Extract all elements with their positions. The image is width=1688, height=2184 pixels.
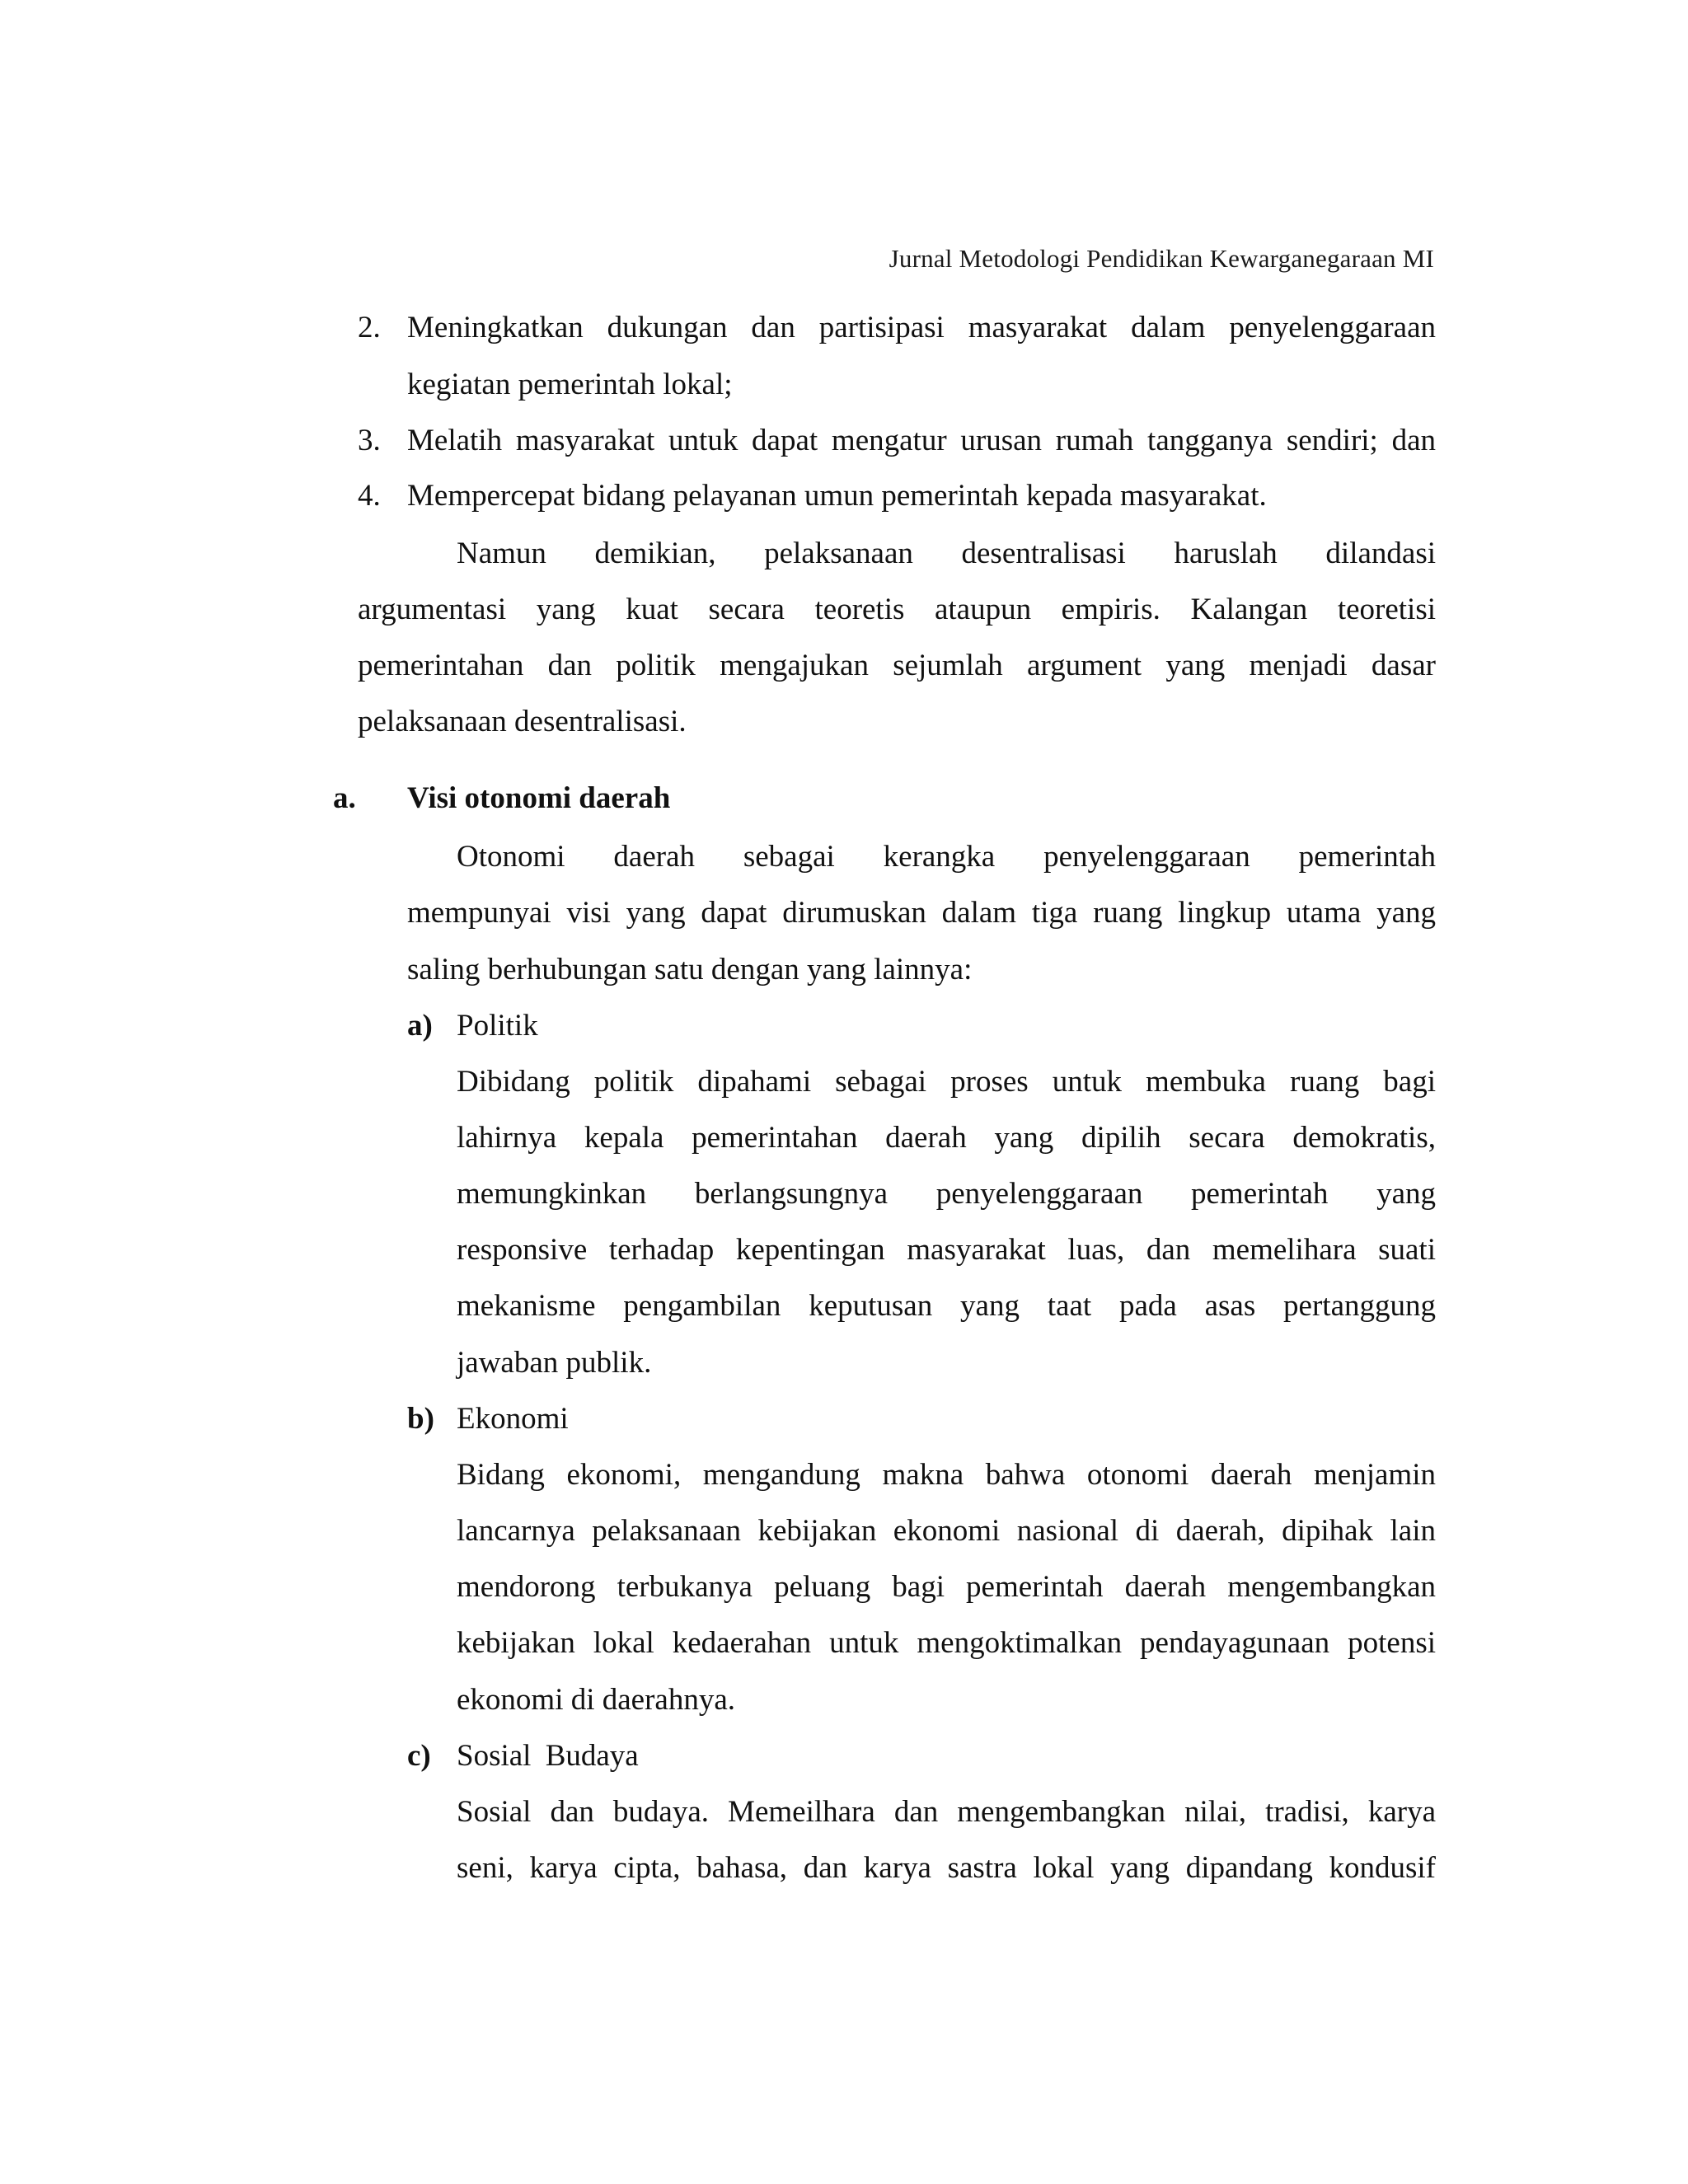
subsection-title: Politik [457,1009,538,1043]
subsection-marker: b) [407,1402,434,1436]
paragraph-line: Namun demikian, pelaksanaan desentralisasi haruslah dilandasi [457,537,1436,570]
paragraph-line: lancarnya pelaksanaan kebijakan ekonomi nasional di daerah, dipihak lain [457,1514,1436,1548]
subsection-marker: c) [407,1739,431,1773]
section-marker: a. [333,781,356,815]
list-number: 3. [358,424,381,457]
paragraph-line: saling berhubungan satu dengan yang lainnya: [407,953,973,987]
list-item-text: Melatih masyarakat untuk dapat mengatur urusan rumah tangganya sendiri; dan [407,424,1436,457]
paragraph-line: Sosial dan budaya. Memeilhara dan mengembangkan nilai, tradisi, karya [457,1795,1436,1829]
paragraph-line: kebijakan lokal kedaerahan untuk mengoktimalkan pendayagunaan potensi [457,1626,1436,1660]
paragraph-line: Bidang ekonomi, mengandung makna bahwa otonomi daerah menjamin [457,1458,1436,1492]
subsection-marker: a) [407,1009,433,1043]
paragraph-line: responsive terhadap kepentingan masyarakat luas, dan memelihara suati [457,1233,1436,1267]
paragraph-line: mekanisme pengambilan keputusan yang taat pada asas pertanggung [457,1289,1436,1323]
paragraph-line: memungkinkan berlangsungnya penyelenggaraan pemerintah yang [457,1177,1436,1211]
list-number: 2. [358,311,381,344]
paragraph-line: Dibidang politik dipahami sebagai proses untuk membuka ruang bagi [457,1065,1436,1099]
subsection-title: Sosial Budaya [457,1739,639,1773]
paragraph-line: seni, karya cipta, bahasa, dan karya sastra lokal yang dipandang kondusif [457,1851,1436,1885]
running-header: Jurnal Metodologi Pendidikan Kewarganegaraan MI [889,244,1434,273]
list-item-text: kegiatan pemerintah lokal; [407,368,733,401]
paragraph-line: pelaksanaan desentralisasi. [358,705,687,738]
section-heading: Visi otonomi daerah [407,781,671,815]
subsection-title: Ekonomi [457,1402,569,1436]
paragraph-line: jawaban publik. [457,1346,652,1380]
paragraph-line: Otonomi daerah sebagai kerangka penyelenggaraan pemerintah [457,840,1436,874]
paragraph-line: ekonomi di daerahnya. [457,1683,736,1717]
list-item-text: Meningkatkan dukungan dan partisipasi masyarakat dalam penyelenggaraan [407,311,1436,344]
list-item-text: Mempercepat bidang pelayanan umun pemerintah kepada masyarakat. [407,479,1267,513]
paragraph-line: lahirnya kepala pemerintahan daerah yang dipilih secara demokratis, [457,1121,1436,1155]
paragraph-line: mendorong terbukanya peluang bagi pemerintah daerah mengembangkan [457,1570,1436,1604]
list-number: 4. [358,479,381,513]
paragraph-line: argumentasi yang kuat secara teoretis ataupun empiris. Kalangan teoretisi [358,593,1436,626]
paragraph-line: pemerintahan dan politik mengajukan sejumlah argument yang menjadi dasar [358,649,1436,682]
paragraph-line: mempunyai visi yang dapat dirumuskan dalam tiga ruang lingkup utama yang [407,896,1436,930]
